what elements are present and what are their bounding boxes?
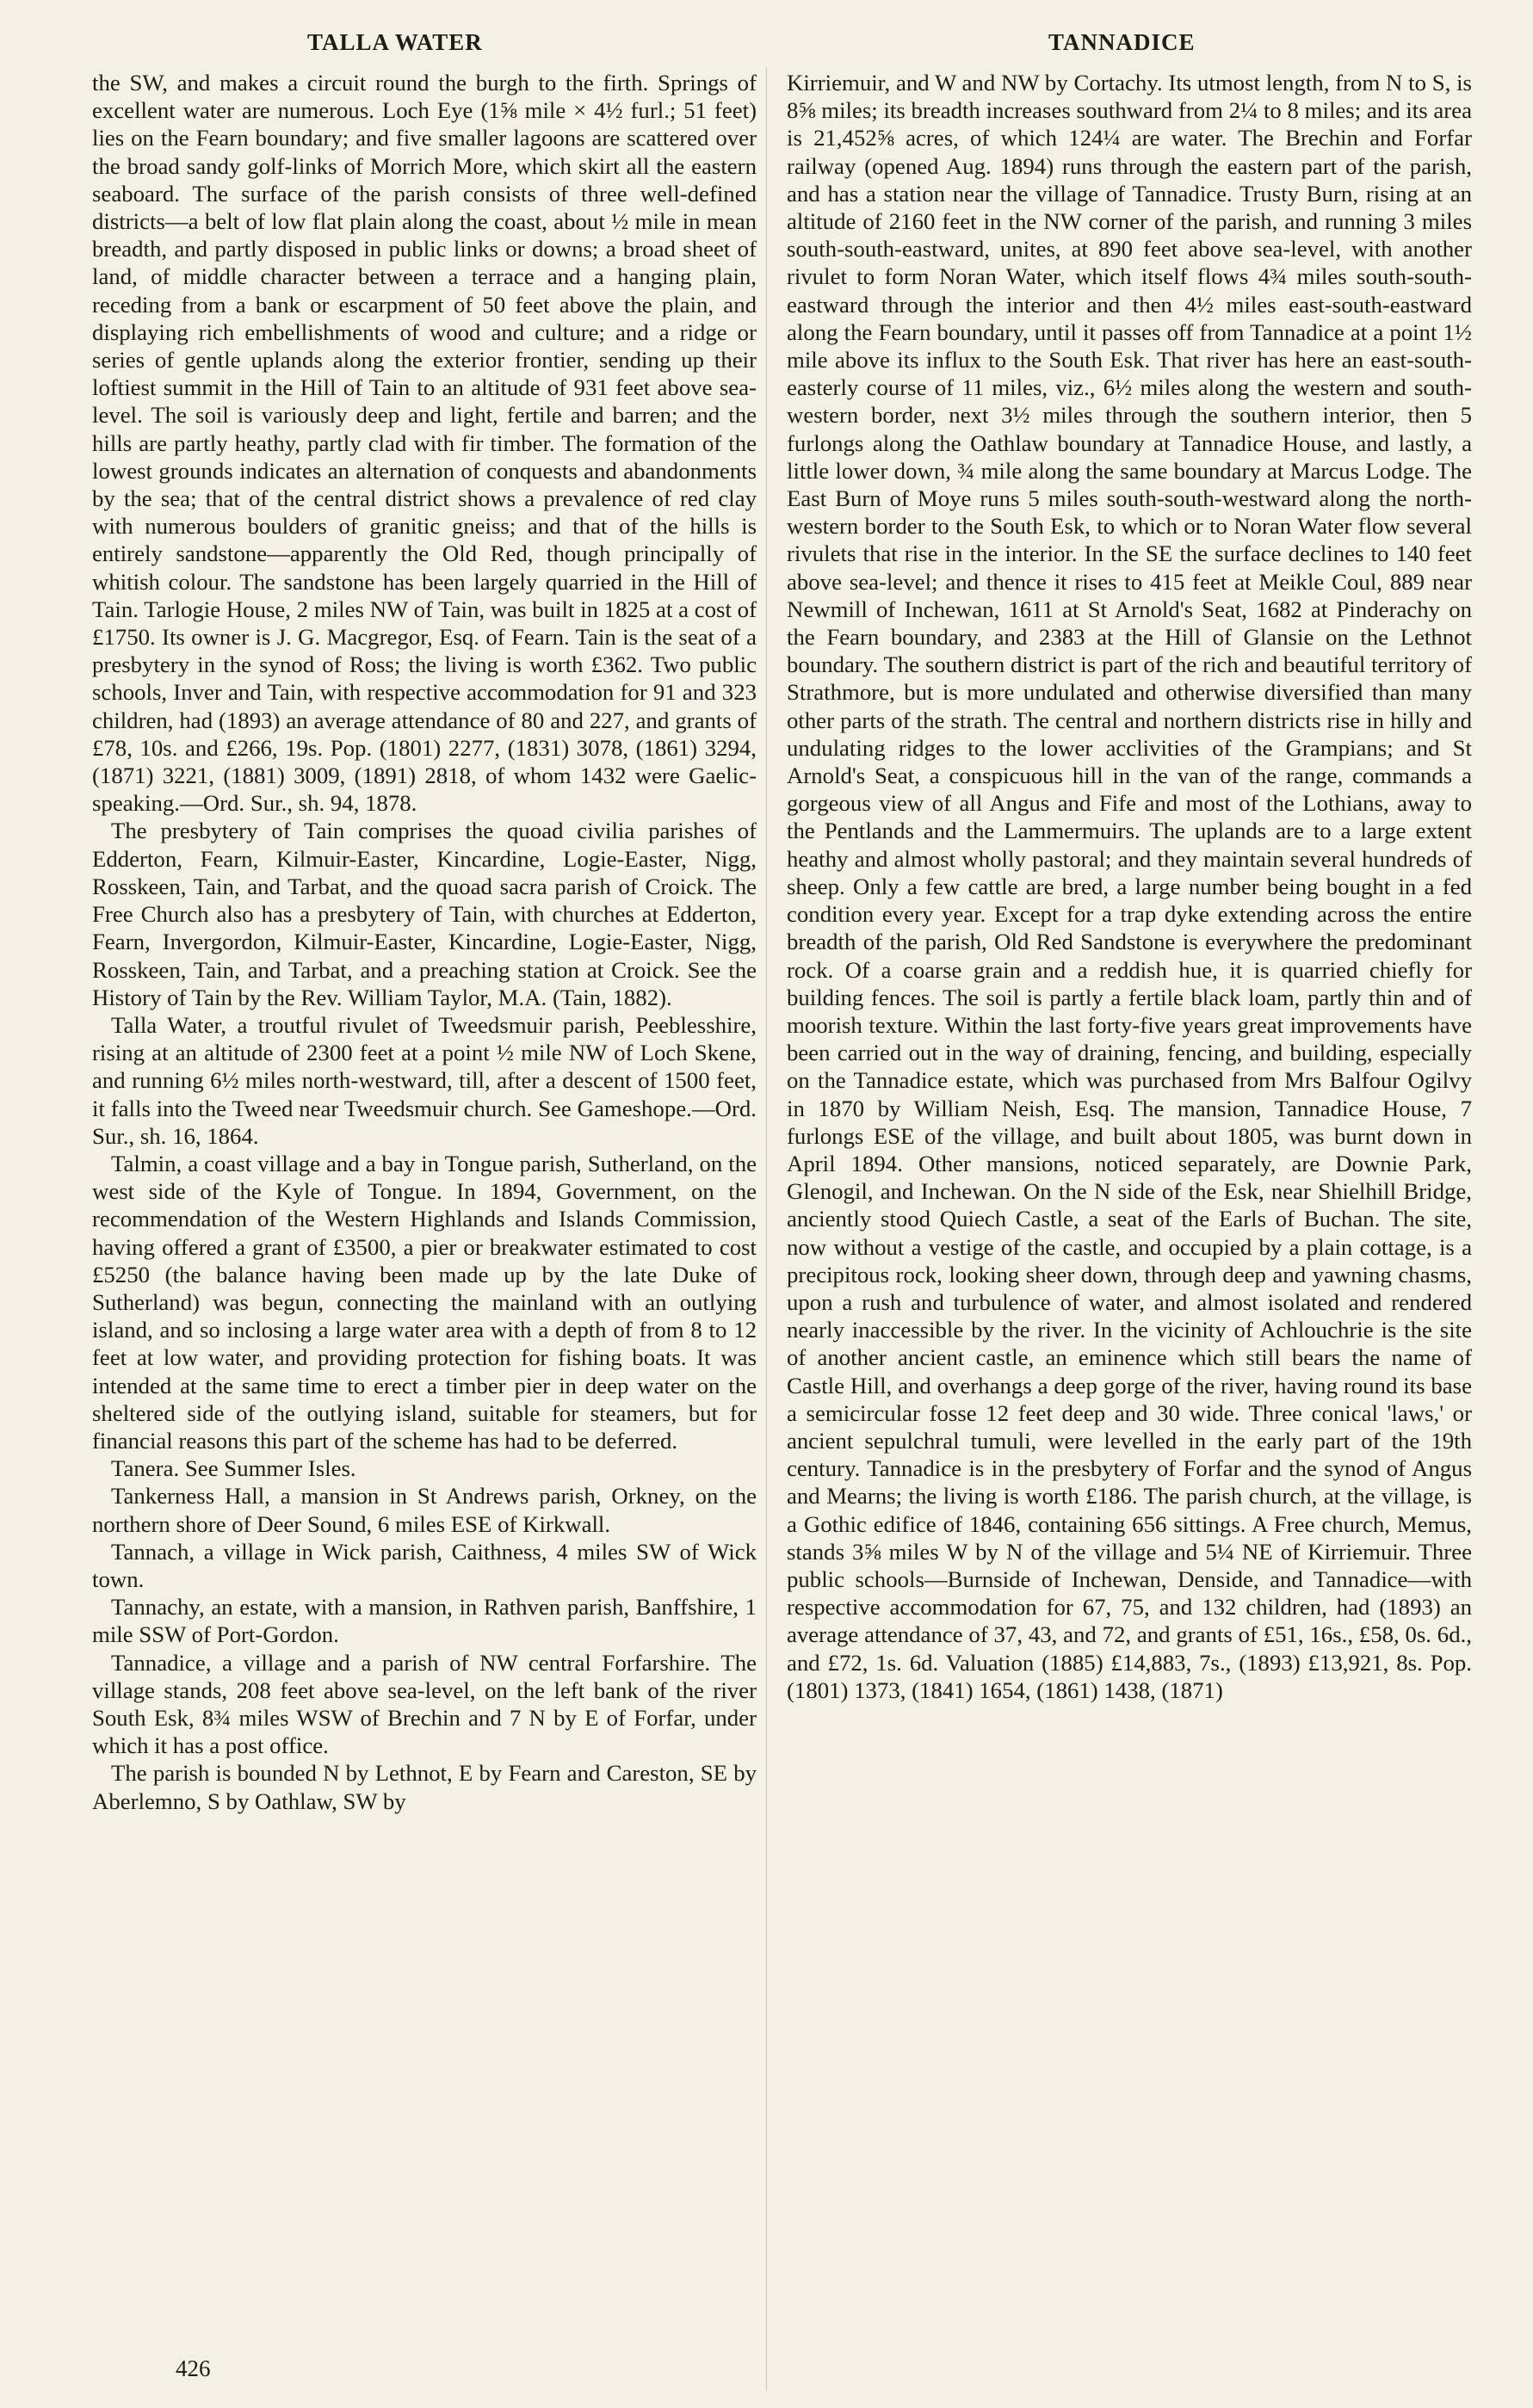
entry-tanera: Tanera. See Summer Isles. <box>111 1455 356 1482</box>
entry-talla-water: Talla Water, a troutful rivulet of Tweedsmuir parish, Peeblesshire, rising at an altitude of 2300 feet at a point ½ mile NW of Loch Skene, and running 6½ miles north-westward, till, after a descent of 1500 feet, it falls into the Tweed near Tweedsmuir church. See Gameshope.—Ord. Sur., sh. 16, 1864. <box>92 1011 757 1149</box>
column-divider <box>766 67 767 2391</box>
paragraph: The parish is bounded N by Lethnot, E by Fearn and Careston, SE by Aberlemno, S by Oathlaw, SW by <box>92 1760 757 1814</box>
paragraph: The presbytery of Tain comprises the quoad civilia parishes of Edderton, Fearn, Kilmuir-Easter, Kincardine, Logie-Easter, Nigg, Rosskeen, Tain, and Tarbat, and the quoad sacra parish of Croick. The Free Church also has a presbytery of Tain, with churches at Edderton, Fearn, Invergordon, Kilmuir-Easter, Kincardine, Logie-Easter, Nigg, Rosskeen, Tain, and Tarbat, and a preaching station at Croick. See the History of Tain by the Rev. William Taylor, M.A. (Tain, 1882). <box>92 818 757 1010</box>
running-header-left: TALLA WATER <box>307 29 483 55</box>
entry-talmin: Talmin, a coast village and a bay in Tongue parish, Sutherland, on the west side of the Kyle of Tongue. In 1894, Government, on the recommendation of the Western Highlands and Islands Commission, having offered a grant of £3500, a pier or breakwater estimated to cost £5250 (the balance having been made up by the late Duke of Sutherland) was begun, connecting the mainland with an outlying island, and so inclosing a large water area with a depth of from 8 to 12 feet at low water, and providing protection for fishing boats. It was intended at the same time to erect a timber pier in deep water on the sheltered side of the outlying island, suitable for steamers, but for financial reasons this part of the scheme has had to be deferred. <box>92 1150 757 1454</box>
page-number: 426 <box>176 2356 211 2381</box>
paragraph: the SW, and makes a circuit round the burgh to the firth. Springs of excellent water are numerous. Loch Eye (1⅝ mile × 4½ furl.; 51 feet) lies on the Fearn boundary; and five smaller lagoons are scattered over the broad sandy golf-links of Morrich More, which skirt all the eastern seaboard. The surface of the parish consists of three well-defined districts—a belt of low flat plain along the coast, about ½ mile in mean breadth, and partly disposed in public links or downs; a broad sheet of land, of middle character between a terrace and a hanging plain, receding from a bank or escarpment of 50 feet above the plain, and displaying rich embellishments of wood and culture; and a ridge or series of gentle uplands along the exterior frontier, sending up their loftiest summit in the Hill of Tain to an altitude of 931 feet above sea-level. The soil is variously deep and light, fertile and barren; and the hills are partly heathy, partly clad with fir timber. The formation of the lowest grounds indicates an alternation of conquests and abandonments by the sea; that of the central district shows a prevalence of red clay with numerous boulders of granitic gneiss; and that of the hills is entirely sandstone—apparently the Old Red, though principally of whitish colour. The sandstone has been largely quarried in the Hill of Tain. Tarlogie House, 2 miles NW of Tain, was built in 1825 at a cost of £1750. Its owner is J. G. Macgregor, Esq. of Fearn. Tain is the seat of a presbytery in the synod of Ross; the living is worth £362. Two public schools, Inver and Tain, with respective accommodation for 91 and 323 children, had (1893) an average attendance of 80 and 227, and grants of £78, 10s. and £266, 19s. Pop. (1801) 2277, (1831) 3078, (1861) 3294, (1871) 3221, (1881) 3009, (1891) 2818, of whom 1432 were Gaelic-speaking.—Ord. Sur., sh. 94, 1878. <box>92 70 757 817</box>
right-column <box>787 69 1472 1704</box>
paragraph: Kirriemuir, and W and NW by Cortachy. Its utmost length, from N to S, is 8⅝ miles; its breadth increases southward from 2¼ to 8 miles; and its area is 21,452⅝ acres, of which 124¼ are water. The Brechin and Forfar railway (opened Aug. 1894) runs through the eastern part of the parish, and has a station near the village of Tannadice. Trusty Burn, rising at an altitude of 2160 feet in the NW corner of the parish, and running 3 miles south-south-eastward, unites, at 890 feet above sea-level, with another rivulet to form Noran Water, which itself flows 4¾ miles south-south-eastward through the interior and then 4½ miles east-south-eastward along the Fearn boundary, until it passes off from Tannadice at a point 1½ mile above its influx to the South Esk. That river has here an east-south-easterly course of 11 miles, viz., 6½ miles along the western and south-western border, next 3½ miles through the southern interior, then 5 furlongs along the Oathlaw boundary at Tannadice House, and lastly, a little lower down, ¾ mile along the same boundary at Marcus Lodge. The East Burn of Moye runs 5 miles south-south-westward along the north-western border to the South Esk, to which or to Noran Water flow several rivulets that rise in the interior. In the SE the surface declines to 140 feet above sea-level; and thence it rises to 415 feet at Meikle Coul, 889 near Newmill of Inchewan, 1611 at St Arnold's Seat, 1682 at Pinderachy on the Fearn boundary, and 2383 at the Hill of Glansie on the Lethnot boundary. The southern district is part of the rich and beautiful territory of Strathmore, but is more undulated and otherwise diversified than many other parts of the strath. The central and northern districts rise in hilly and undulating ridges to the lower acclivities of the Grampians; and St Arnold's Seat, a conspicuous hill in the van of the range, commands a gorgeous view of all Angus and Fife and most of the Lothians, away to the Pentlands and the Lammermuirs. The uplands are to a large extent heathy and almost wholly pastoral; and they maintain several hundreds of sheep. Only a few cattle are bred, a large number being bought in a fed condition every year. Except for a trap dyke extending across the entire breadth of the parish, Old Red Sandstone is everywhere the predominant rock. Of a coarse grain and a reddish hue, it is quarried chiefly for building fences. The soil is partly a fertile black loam, partly thin and of moorish texture. Within the last forty-five years great improvements have been carried out in the way of draining, fencing, and building, especially on the Tannadice estate, which was purchased from Mrs Balfour Ogilvy in 1870 by William Neish, Esq. The mansion, Tannadice House, 7 furlongs ESE of the village, and built about 1805, was burnt down in April 1894. Other mansions, noticed separately, are Downie Park, Glenogil, and Inchewan. On the N side of the Esk, near Shielhill Bridge, anciently stood Quiech Castle, a seat of the Earls of Buchan. The site, now without a vestige of the castle, and occupied by a plain cottage, is a precipitous rock, looking sheer down, through deep and yawning chasms, upon a rush and turbulence of water, and almost isolated and rendered nearly inaccessible by the river. In the vicinity of Achlouchrie is the site of another ancient castle, an eminence which still bears the name of Castle Hill, and overhangs a deep gorge of the river, having round its base a semicircular fosse 12 feet deep and 30 wide. Three conical 'laws,' or ancient sepulchral tumuli, were levelled in the early part of the 19th century. Tannadice is in the presbytery of Forfar and the synod of Angus and Mearns; the living is worth £186. The parish church, at the village, is a Gothic edifice of 1846, containing 656 sittings. A Free church, Memus, stands 3⅝ miles W by N of the village and 5¼ NE of Kirriemuir. Three public schools—Burnside of Inchewan, Denside, and Tannadice—with respective accommodation for 67, 75, and 132 children, had (1893) an average attendance of 37, 43, and 72, and grants of £51, 16s., £58, 0s. 6d., and £72, 1s. 6d. Valuation (1885) £14,883, 7s., (1893) £13,921, 8s. Pop. (1801) 1373, (1841) 1654, (1861) 1438, (1871) <box>787 70 1472 1703</box>
entry-tannachy: Tannachy, an estate, with a mansion, in Rathven parish, Banffshire, 1 mile SSW of Port-Gordon. <box>92 1594 757 1648</box>
running-header-right: TANNADICE <box>1048 29 1196 55</box>
entry-tannach: Tannach, a village in Wick parish, Caithness, 4 miles SW of Wick town. <box>92 1538 757 1592</box>
entry-tannadice: Tannadice, a village and a parish of NW central Forfarshire. The village stands, 208 feet above sea-level, on the left bank of the river South Esk, 8¾ miles WSW of Brechin and 7 N by E of Forfar, under which it has a post office. <box>92 1649 757 1759</box>
left-column <box>92 69 757 1815</box>
entry-tankerness-hall: Tankerness Hall, a mansion in St Andrews parish, Orkney, on the northern shore of Deer Sound, 6 miles ESE of Kirkwall. <box>92 1483 757 1537</box>
